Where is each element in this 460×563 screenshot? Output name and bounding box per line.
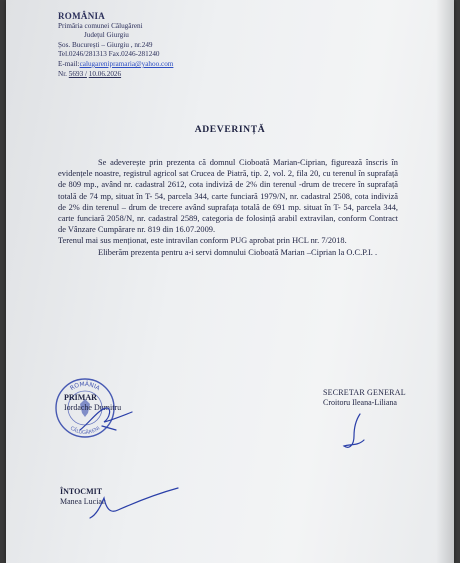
email-link[interactable]: calugarenipramaria@yahoo.com (79, 59, 174, 68)
secretary-signature-block (323, 388, 406, 408)
letterhead (58, 12, 173, 79)
county-name: Județul Giurgiu (84, 31, 129, 40)
registration-label: Nr. (58, 69, 67, 78)
secretary-name: Croitoru Ileana-Liliana (323, 398, 397, 407)
registration-number: 5693 / (68, 69, 87, 78)
prepared-by-block (60, 487, 106, 507)
email-label: E-mail: (58, 59, 80, 68)
mayor-name: Iordache Dumitru (64, 403, 122, 412)
phone-line: Tel.0246/281313 Fax.0246-281240 (58, 50, 160, 59)
body-paragraph-3: Eliberăm prezenta pentru a-i servi domnului Cioboată Marian –Ciprian la O.C.P.I. . (98, 247, 378, 257)
address-line: Șos. București – Giurgiu , nr.249 (58, 40, 153, 49)
stamp-bottom-text: CĂLUGĂRENI (68, 425, 102, 437)
secretary-role: SECRETAR GENERAL (323, 388, 406, 397)
mayor-signature-block (64, 393, 121, 413)
stamp-top-text: ROMÂNIA (68, 380, 102, 393)
registration-line (58, 70, 173, 80)
registration-date: 10.06.2026 (88, 69, 122, 78)
prepared-role: ÎNTOCMIT (60, 487, 103, 496)
document-page (6, 0, 454, 563)
document-body (58, 157, 398, 258)
secretary-signature-scribble (336, 410, 376, 454)
prepared-name: Manea Lucian (60, 497, 106, 506)
mayor-role: PRIMAR (64, 393, 97, 402)
institution-name: Primăria comunei Călugăreni (58, 21, 143, 30)
country-name: ROMÂNIA (58, 11, 106, 21)
body-paragraph-1: Se adeverește prin prezenta că domnul Cioboată Marian-Ciprian, figurează înscris în evidențele noastre, registrul agricol sat Crucea de Piatră, tip. 2, vol. 2, fila 20, cu terenul în suprafață de 809 mp., având nr. cadastral 2612, cota indiviză de 2% din terenul -drum de trecere în suprafață totală de 74 mp, situat în T- 54, parcela 344, carte funciară 1979/N, nr. cadastral 2508, cota indiviză de 2% din terenul – drum de trecere având suprafața totală de 691 mp. situat în T- 54, parcela 344, carte funciară 2058/N, nr. cadastral 2589, categoria de folosință arabil extravilan, conform Contract de Vânzare Cumpărare nr. 819 din 16.07.2009. (58, 158, 398, 235)
page-shadow (436, 0, 454, 563)
document-title: ADEVERINȚĂ (194, 124, 266, 135)
email-line (58, 60, 173, 70)
body-paragraph-2: Terenul mai sus menționat, este intravilan conform PUG aprobat prin HCL nr. 7/2018. (58, 236, 347, 246)
